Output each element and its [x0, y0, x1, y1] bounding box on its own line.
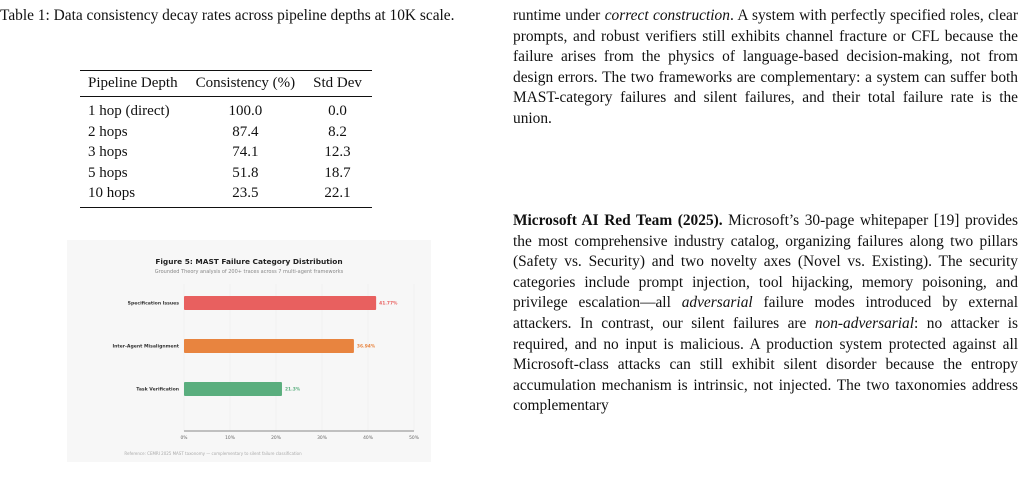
x-tick-label: 40%	[363, 436, 373, 441]
figure-subtitle: Grounded Theory analysis of 200+ traces across 7 multi-agent frameworks	[154, 269, 344, 275]
column-header: Std Dev	[313, 75, 362, 91]
table-cell: 87.4	[232, 123, 259, 140]
table-row	[80, 97, 372, 122]
x-tick-label: 10%	[225, 436, 235, 441]
x-tick-label: 30%	[317, 436, 327, 441]
table-caption: Table 1: Data consistency decay rates across pipeline depths at 10K scale.	[0, 7, 455, 24]
x-tick-label: 50%	[409, 436, 419, 441]
table-cell: 10 hops	[88, 185, 136, 201]
left-column	[0, 0, 500, 456]
table-row	[80, 122, 372, 143]
x-tick-label: 0%	[180, 436, 188, 441]
table-row	[80, 163, 372, 184]
value-label: 41.77%	[379, 301, 398, 307]
paragraph-heading: Microsoft AI Red Team (2025).	[513, 212, 723, 229]
paragraph-microsoft-red-team: Microsoft AI Red Team (2025). Microsoft’s 30-page whitepaper [19] provides the most comprehensive industry catalog, organizing failures along two pillars (Safety vs. Security) and two novelty axes (Novel vs. Existing). The security categories include prompt injection, tool hijacking, memory poisoning, and privilege escalation—all adversarial failure modes introduced by external attackers. In contrast, our silent failures are non-adversarial: no attacker is required, and no input is malicious. A production system protected against all Microsoft-class attacks can still exhibit silent disorder because the entropy accumulation mechanism is intrinsic, not injected. The two taxonomies address complementary	[513, 212, 1018, 415]
bar	[184, 339, 354, 353]
table-cell: 8.2	[328, 123, 347, 140]
consistency-table	[80, 70, 372, 208]
category-label: Inter-Agent Misalignment	[112, 344, 179, 350]
bar	[184, 382, 282, 396]
table-cell: 74.1	[232, 144, 259, 160]
table-cell: 2 hops	[88, 123, 128, 140]
table-cell: 5 hops	[88, 164, 128, 181]
table-cell: 51.8	[232, 164, 259, 181]
table-cell: 100.0	[228, 103, 263, 119]
table-header-row	[80, 71, 372, 97]
x-tick-label: 20%	[271, 436, 281, 441]
category-label: Specification Issues	[127, 301, 179, 307]
table-row	[80, 183, 372, 207]
category-label: Task Verification	[136, 387, 179, 393]
table-cell: 22.1	[324, 185, 351, 201]
table-cell: 1 hop (direct)	[88, 103, 170, 119]
bar-chart-svg	[67, 240, 431, 462]
bar	[184, 296, 376, 310]
column-header: Pipeline Depth	[88, 75, 178, 91]
column-header: Consistency (%)	[195, 75, 296, 91]
paragraph-mast-comparison: runtime under correct construction. A system with perfectly specified roles, clear prompts, and robust verifiers still exhibits channel fracture or CFL because the failure arises from the physics of language-based decision-making, not from design errors. The two frameworks are complementary: a system can suffer both MAST-category failures and silent failures, and their total failure rate is the union.	[513, 7, 1018, 127]
table-cell: 23.5	[232, 185, 259, 201]
value-label: 36.94%	[356, 344, 376, 350]
figure-5-chart	[67, 240, 431, 462]
table-cell: 0.0	[328, 103, 347, 119]
figure-title: Figure 5: MAST Failure Category Distribution	[155, 257, 343, 266]
table-cell: 12.3	[324, 144, 351, 160]
value-label: 21.3%	[284, 387, 301, 393]
table-cell: 18.7	[324, 164, 351, 181]
figure-footnote: Reference: CEMRI 2025 MAST taxonomy — complementary to silent failure classification	[124, 451, 302, 456]
table-cell: 3 hops	[88, 144, 128, 160]
plot-area	[112, 284, 418, 441]
table-row	[80, 142, 372, 163]
